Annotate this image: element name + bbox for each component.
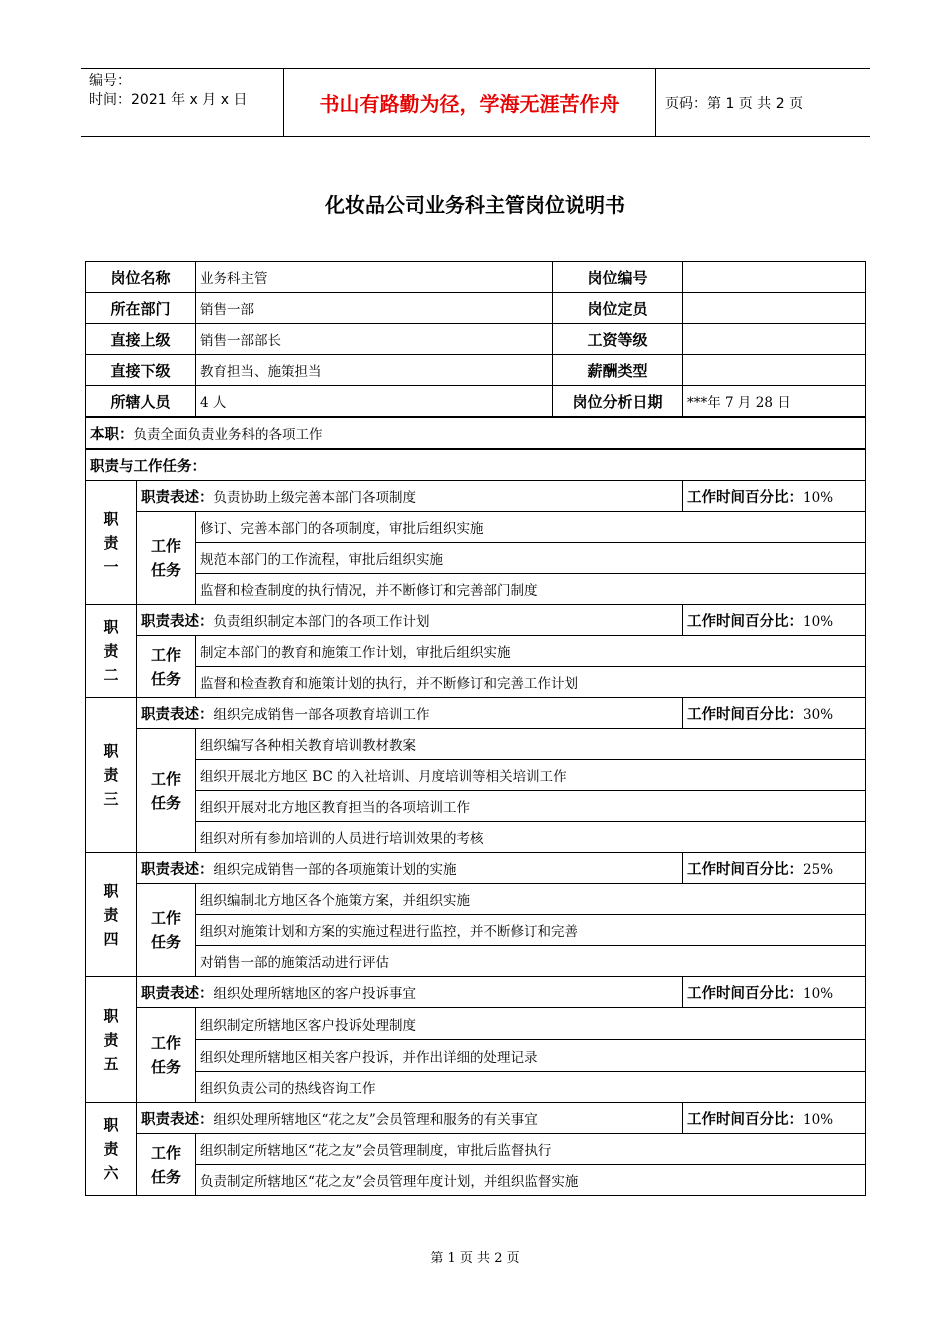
duty-desc-text: 组织完成销售一部各项教育培训工作 xyxy=(213,706,430,723)
main-duty-cell xyxy=(86,417,866,449)
duty-desc-row xyxy=(86,977,866,1008)
duty-pct-value: 10% xyxy=(803,613,834,630)
duty-name xyxy=(86,698,137,853)
duty-desc xyxy=(137,698,683,729)
duty-desc-row xyxy=(86,853,866,884)
duty-desc-row xyxy=(86,1103,866,1134)
duty-desc-label: 职责表述： xyxy=(141,1111,214,1128)
field-value: 销售一部部长 xyxy=(196,324,553,355)
duty-desc-text: 组织完成销售一部的各项施策计划的实施 xyxy=(213,861,457,878)
duty-desc-label: 职责表述： xyxy=(141,985,214,1002)
task-row xyxy=(86,1134,866,1165)
task-text: 规范本部门的工作流程，审批后组织实施 xyxy=(196,543,866,574)
task-head xyxy=(137,636,196,698)
task-text: 对销售一部的施策活动进行评估 xyxy=(196,946,866,977)
field-value xyxy=(683,262,866,293)
task-head xyxy=(137,1008,196,1103)
task-text: 组织对所有参加培训的人员进行培训效果的考核 xyxy=(196,822,866,853)
field-value xyxy=(683,293,866,324)
task-text: 组织开展对北方地区教育担当的各项培训工作 xyxy=(196,791,866,822)
task-head-text: 工作任务 xyxy=(150,1143,181,1186)
duty-pct xyxy=(683,698,866,729)
duty-name xyxy=(86,481,137,605)
number-label: 编号： xyxy=(89,73,131,89)
duty-desc xyxy=(137,1103,683,1134)
page-footer: 第 1 页 共 2 页 xyxy=(430,1251,520,1266)
header-page-label: 页码：第 1 页 共 2 页 xyxy=(665,95,804,112)
duty-name xyxy=(86,605,137,698)
basic-info-row xyxy=(86,293,866,324)
header-meta xyxy=(81,69,284,136)
duty-name-text: 职责六 xyxy=(103,1116,119,1182)
task-text: 组织负责公司的热线咨询工作 xyxy=(196,1072,866,1103)
duty-desc-row xyxy=(86,481,866,512)
main-duty-text: 负责全面负责业务科的各项工作 xyxy=(133,426,323,443)
task-row xyxy=(86,574,866,605)
task-row xyxy=(86,1072,866,1103)
duty-pct-label: 工作时间百分比： xyxy=(687,613,804,630)
duty-pct-label: 工作时间百分比： xyxy=(687,489,804,506)
duties-title: 职责与工作任务： xyxy=(86,449,866,481)
field-label: 岗位编号 xyxy=(553,262,683,293)
duty-name-text: 职责二 xyxy=(103,618,119,684)
field-label: 岗位分析日期 xyxy=(553,386,683,418)
duty-name-text: 职责一 xyxy=(103,509,119,576)
field-label: 岗位定员 xyxy=(553,293,683,324)
document-title: 化妆品公司业务科主管岗位说明书 xyxy=(325,193,625,217)
basic-info-row xyxy=(86,324,866,355)
task-head-text: 工作任务 xyxy=(150,537,181,579)
duty-desc-text: 负责协助上级完善本部门各项制度 xyxy=(213,489,416,506)
task-head xyxy=(137,512,196,605)
duty-desc-label: 职责表述： xyxy=(141,489,214,506)
task-text: 组织开展北方地区 BC 的入社培训、月度培训等相关培训工作 xyxy=(196,760,866,791)
field-label: 工资等级 xyxy=(553,324,683,355)
task-head xyxy=(137,884,196,977)
duty-pct-label: 工作时间百分比： xyxy=(687,861,804,878)
field-label: 直接上级 xyxy=(86,324,196,355)
field-label: 所在部门 xyxy=(86,293,196,324)
task-row xyxy=(86,667,866,698)
duty-name-text: 职责四 xyxy=(103,881,119,948)
field-value: 业务科主管 xyxy=(196,262,553,293)
duty-pct-value: 30% xyxy=(803,706,834,723)
task-text: 组织编写各种相关教育培训教材教案 xyxy=(196,729,866,760)
task-row xyxy=(86,1040,866,1072)
task-text: 组织处理所辖地区相关客户投诉，并作出详细的处理记录 xyxy=(196,1040,866,1072)
field-label: 直接下级 xyxy=(86,355,196,386)
duty-pct-value: 10% xyxy=(803,1111,834,1128)
task-row xyxy=(86,946,866,977)
duty-desc-row xyxy=(86,605,866,636)
duty-desc-text: 负责组织制定本部门的各项工作计划 xyxy=(213,613,430,630)
duty-desc xyxy=(137,605,683,636)
duty-pct-value: 10% xyxy=(803,489,834,506)
task-text: 组织制定所辖地区“花之友”会员管理制度，审批后监督执行 xyxy=(196,1134,866,1165)
duty-desc xyxy=(137,481,683,512)
basic-info-row xyxy=(86,355,866,386)
time-label: 时间：2021 年 x 月 x 日 xyxy=(89,92,248,108)
task-row xyxy=(86,543,866,574)
duty-desc-text: 组织处理所辖地区的客户投诉事宜 xyxy=(213,985,416,1002)
task-head xyxy=(137,1134,196,1196)
basic-info-row xyxy=(86,386,866,418)
task-row xyxy=(86,760,866,791)
task-row xyxy=(86,729,866,760)
page-header xyxy=(81,68,870,137)
field-value: 教育担当、施策担当 xyxy=(196,355,553,386)
task-row xyxy=(86,822,866,853)
duty-pct xyxy=(683,481,866,512)
duty-pct-label: 工作时间百分比： xyxy=(687,706,804,723)
duty-pct-value: 25% xyxy=(803,861,834,878)
task-head-text: 工作任务 xyxy=(150,909,181,951)
task-row xyxy=(86,636,866,667)
field-value: 销售一部 xyxy=(196,293,553,324)
main-duty-row xyxy=(86,417,866,449)
task-text: 监督和检查制度的执行情况，并不断修订和完善部门制度 xyxy=(196,574,866,605)
task-row xyxy=(86,1008,866,1040)
task-head-text: 工作任务 xyxy=(150,769,181,812)
duty-pct xyxy=(683,605,866,636)
task-head xyxy=(137,729,196,853)
field-value xyxy=(683,324,866,355)
task-head-text: 工作任务 xyxy=(150,1034,181,1076)
field-label: 薪酬类型 xyxy=(553,355,683,386)
task-text: 制定本部门的教育和施策工作计划，审批后组织实施 xyxy=(196,636,866,667)
duty-name xyxy=(86,853,137,977)
duty-pct-label: 工作时间百分比： xyxy=(687,985,804,1002)
task-text: 组织编制北方地区各个施策方案，并组织实施 xyxy=(196,884,866,915)
duty-desc-label: 职责表述： xyxy=(141,861,214,878)
duty-desc-label: 职责表述： xyxy=(141,706,214,723)
task-row xyxy=(86,512,866,543)
duty-name-text: 职责五 xyxy=(103,1006,119,1073)
task-row xyxy=(86,884,866,915)
task-text: 负责制定所辖地区“花之友”会员管理年度计划，并组织监督实施 xyxy=(196,1165,866,1196)
duty-pct-label: 工作时间百分比： xyxy=(687,1111,804,1128)
duty-name-text: 职责三 xyxy=(103,742,119,808)
field-value xyxy=(683,355,866,386)
duties-title-row xyxy=(86,449,866,481)
field-label: 所辖人员 xyxy=(86,386,196,418)
task-text: 组织制定所辖地区客户投诉处理制度 xyxy=(196,1008,866,1040)
task-row xyxy=(86,1165,866,1196)
field-label: 岗位名称 xyxy=(86,262,196,293)
duty-name xyxy=(86,977,137,1103)
duty-desc-row xyxy=(86,698,866,729)
job-description-table xyxy=(85,261,866,1196)
duty-desc-text: 组织处理所辖地区“花之友”会员管理和服务的有关事宜 xyxy=(213,1111,538,1128)
task-head-text: 工作任务 xyxy=(150,645,181,688)
task-row xyxy=(86,915,866,946)
main-duty-label: 本职： xyxy=(90,426,134,443)
basic-info-row xyxy=(86,262,866,293)
duty-pct xyxy=(683,1103,866,1134)
task-text: 监督和检查教育和施策计划的执行，并不断修订和完善工作计划 xyxy=(196,667,866,698)
header-motto: 书山有路勤为径，学海无涯苦作舟 xyxy=(284,69,656,136)
field-value: 4 人 xyxy=(196,386,553,418)
duty-name xyxy=(86,1103,137,1196)
task-text: 修订、完善本部门的各项制度，审批后组织实施 xyxy=(196,512,866,543)
duty-pct xyxy=(683,977,866,1008)
duty-desc-label: 职责表述： xyxy=(141,613,214,630)
duty-pct xyxy=(683,853,866,884)
task-row xyxy=(86,791,866,822)
duty-pct-value: 10% xyxy=(803,985,834,1002)
field-value: ***年 7 月 28 日 xyxy=(683,386,866,418)
duty-desc xyxy=(137,853,683,884)
duty-desc xyxy=(137,977,683,1008)
task-text: 组织对施策计划和方案的实施过程进行监控，并不断修订和完善 xyxy=(196,915,866,946)
